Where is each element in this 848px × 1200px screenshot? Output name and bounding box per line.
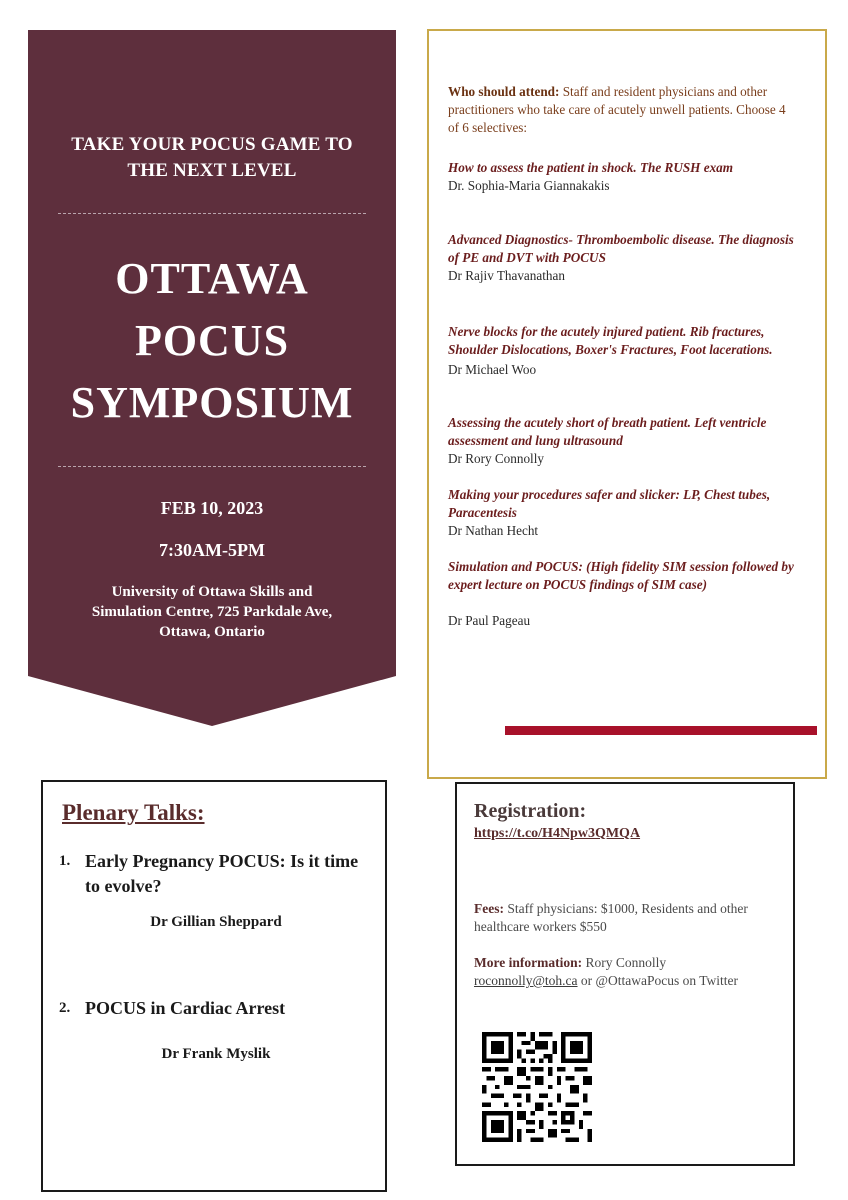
event-banner: [28, 30, 396, 726]
talk-title: Early Pregnancy POCUS: Is it time to evolve?: [85, 851, 359, 896]
fees-text: Staff physicians: $1000, Residents and other healthcare workers $550: [474, 901, 748, 934]
event-time: 7:30AM-5PM: [159, 540, 265, 560]
selective-item: [448, 159, 803, 195]
title-line: SYMPOSIUM: [70, 378, 354, 427]
selective-item: [448, 323, 803, 379]
who-text: Staff and resident physicians and other practitioners who take care of acutely unwell patients. Choose 4 of 6 selectives:: [448, 84, 786, 135]
selective-item: [448, 231, 803, 285]
selective-item: [448, 486, 803, 540]
selective-speaker: Dr. Sophia-Maria Giannakakis: [448, 178, 610, 193]
plenary-panel: [41, 780, 387, 1192]
selective-speaker: Dr Paul Pageau: [448, 613, 531, 628]
contact-info: [474, 954, 784, 990]
title-line: OTTAWA: [115, 254, 309, 303]
selective-title: Nerve blocks for the acutely injured patient. Rib fractures, Shoulder Dislocations, Boxer's Fractures, Foot lacerations.: [448, 324, 773, 357]
selective-title: Assessing the acutely short of breath patient. Left ventricle assessment and lung ultrasound: [448, 415, 767, 448]
event-date: FEB 10, 2023: [160, 498, 264, 518]
venue-line: Simulation Centre, 725 Parkdale Ave,: [91, 604, 333, 620]
info-name: Rory Connolly: [585, 955, 667, 970]
fees-label: Fees:: [474, 901, 504, 916]
selective-title: Advanced Diagnostics- Thromboembolic disease. The diagnosis of PE and DVT with POCUS: [448, 232, 794, 265]
title-line: POCUS: [134, 316, 290, 365]
selective-item: [448, 414, 803, 468]
tagline-line: THE NEXT LEVEL: [127, 160, 297, 181]
venue-line: University of Ottawa Skills and: [111, 584, 313, 600]
registration-panel: [455, 782, 795, 1166]
who-should-attend: [448, 83, 798, 137]
selective-title: Simulation and POCUS: (High fidelity SIM session followed by expert lecture on POCUS findings of SIM case): [448, 559, 794, 592]
who-label: Who should attend:: [448, 84, 560, 99]
contact-email[interactable]: roconnolly@toh.ca: [474, 973, 578, 988]
info-rest: or @OttawaPocus on Twitter: [580, 973, 738, 988]
qr-code: [482, 1032, 592, 1142]
tagline: [28, 132, 396, 184]
selective-item: [448, 558, 803, 630]
event-venue: [28, 582, 396, 642]
plenary-heading: Plenary Talks:: [62, 800, 205, 825]
dashed-divider: [58, 466, 366, 467]
selective-title: How to assess the patient in shock. The RUSH exam: [448, 160, 734, 175]
accent-bar: [505, 726, 817, 735]
fees-info: [474, 900, 784, 936]
selective-speaker: Dr Rory Connolly: [448, 451, 544, 466]
venue-line: Ottawa, Ontario: [159, 624, 265, 640]
talk-title: POCUS in Cardiac Arrest: [85, 998, 286, 1018]
tagline-line: TAKE YOUR POCUS GAME TO: [71, 134, 353, 155]
selective-speaker: Dr Michael Woo: [448, 362, 537, 377]
selective-title: Making your procedures safer and slicker: LP, Chest tubes, Paracentesis: [448, 487, 771, 520]
talk-number: 1.: [59, 853, 71, 869]
talk-speaker: Dr Gillian Sheppard: [150, 914, 282, 930]
selectives-panel: [427, 29, 827, 779]
registration-link[interactable]: https://t.co/H4Npw3QMQA: [474, 826, 641, 841]
talk-speaker: Dr Frank Myslik: [161, 1046, 271, 1062]
selective-speaker: Dr Rajiv Thavanathan: [448, 268, 565, 283]
dashed-divider: [58, 213, 366, 214]
registration-heading: Registration:: [474, 800, 587, 822]
event-title: [28, 248, 396, 434]
selective-speaker: Dr Nathan Hecht: [448, 523, 539, 538]
info-label: More information:: [474, 955, 583, 970]
talk-number: 2.: [59, 1000, 71, 1016]
